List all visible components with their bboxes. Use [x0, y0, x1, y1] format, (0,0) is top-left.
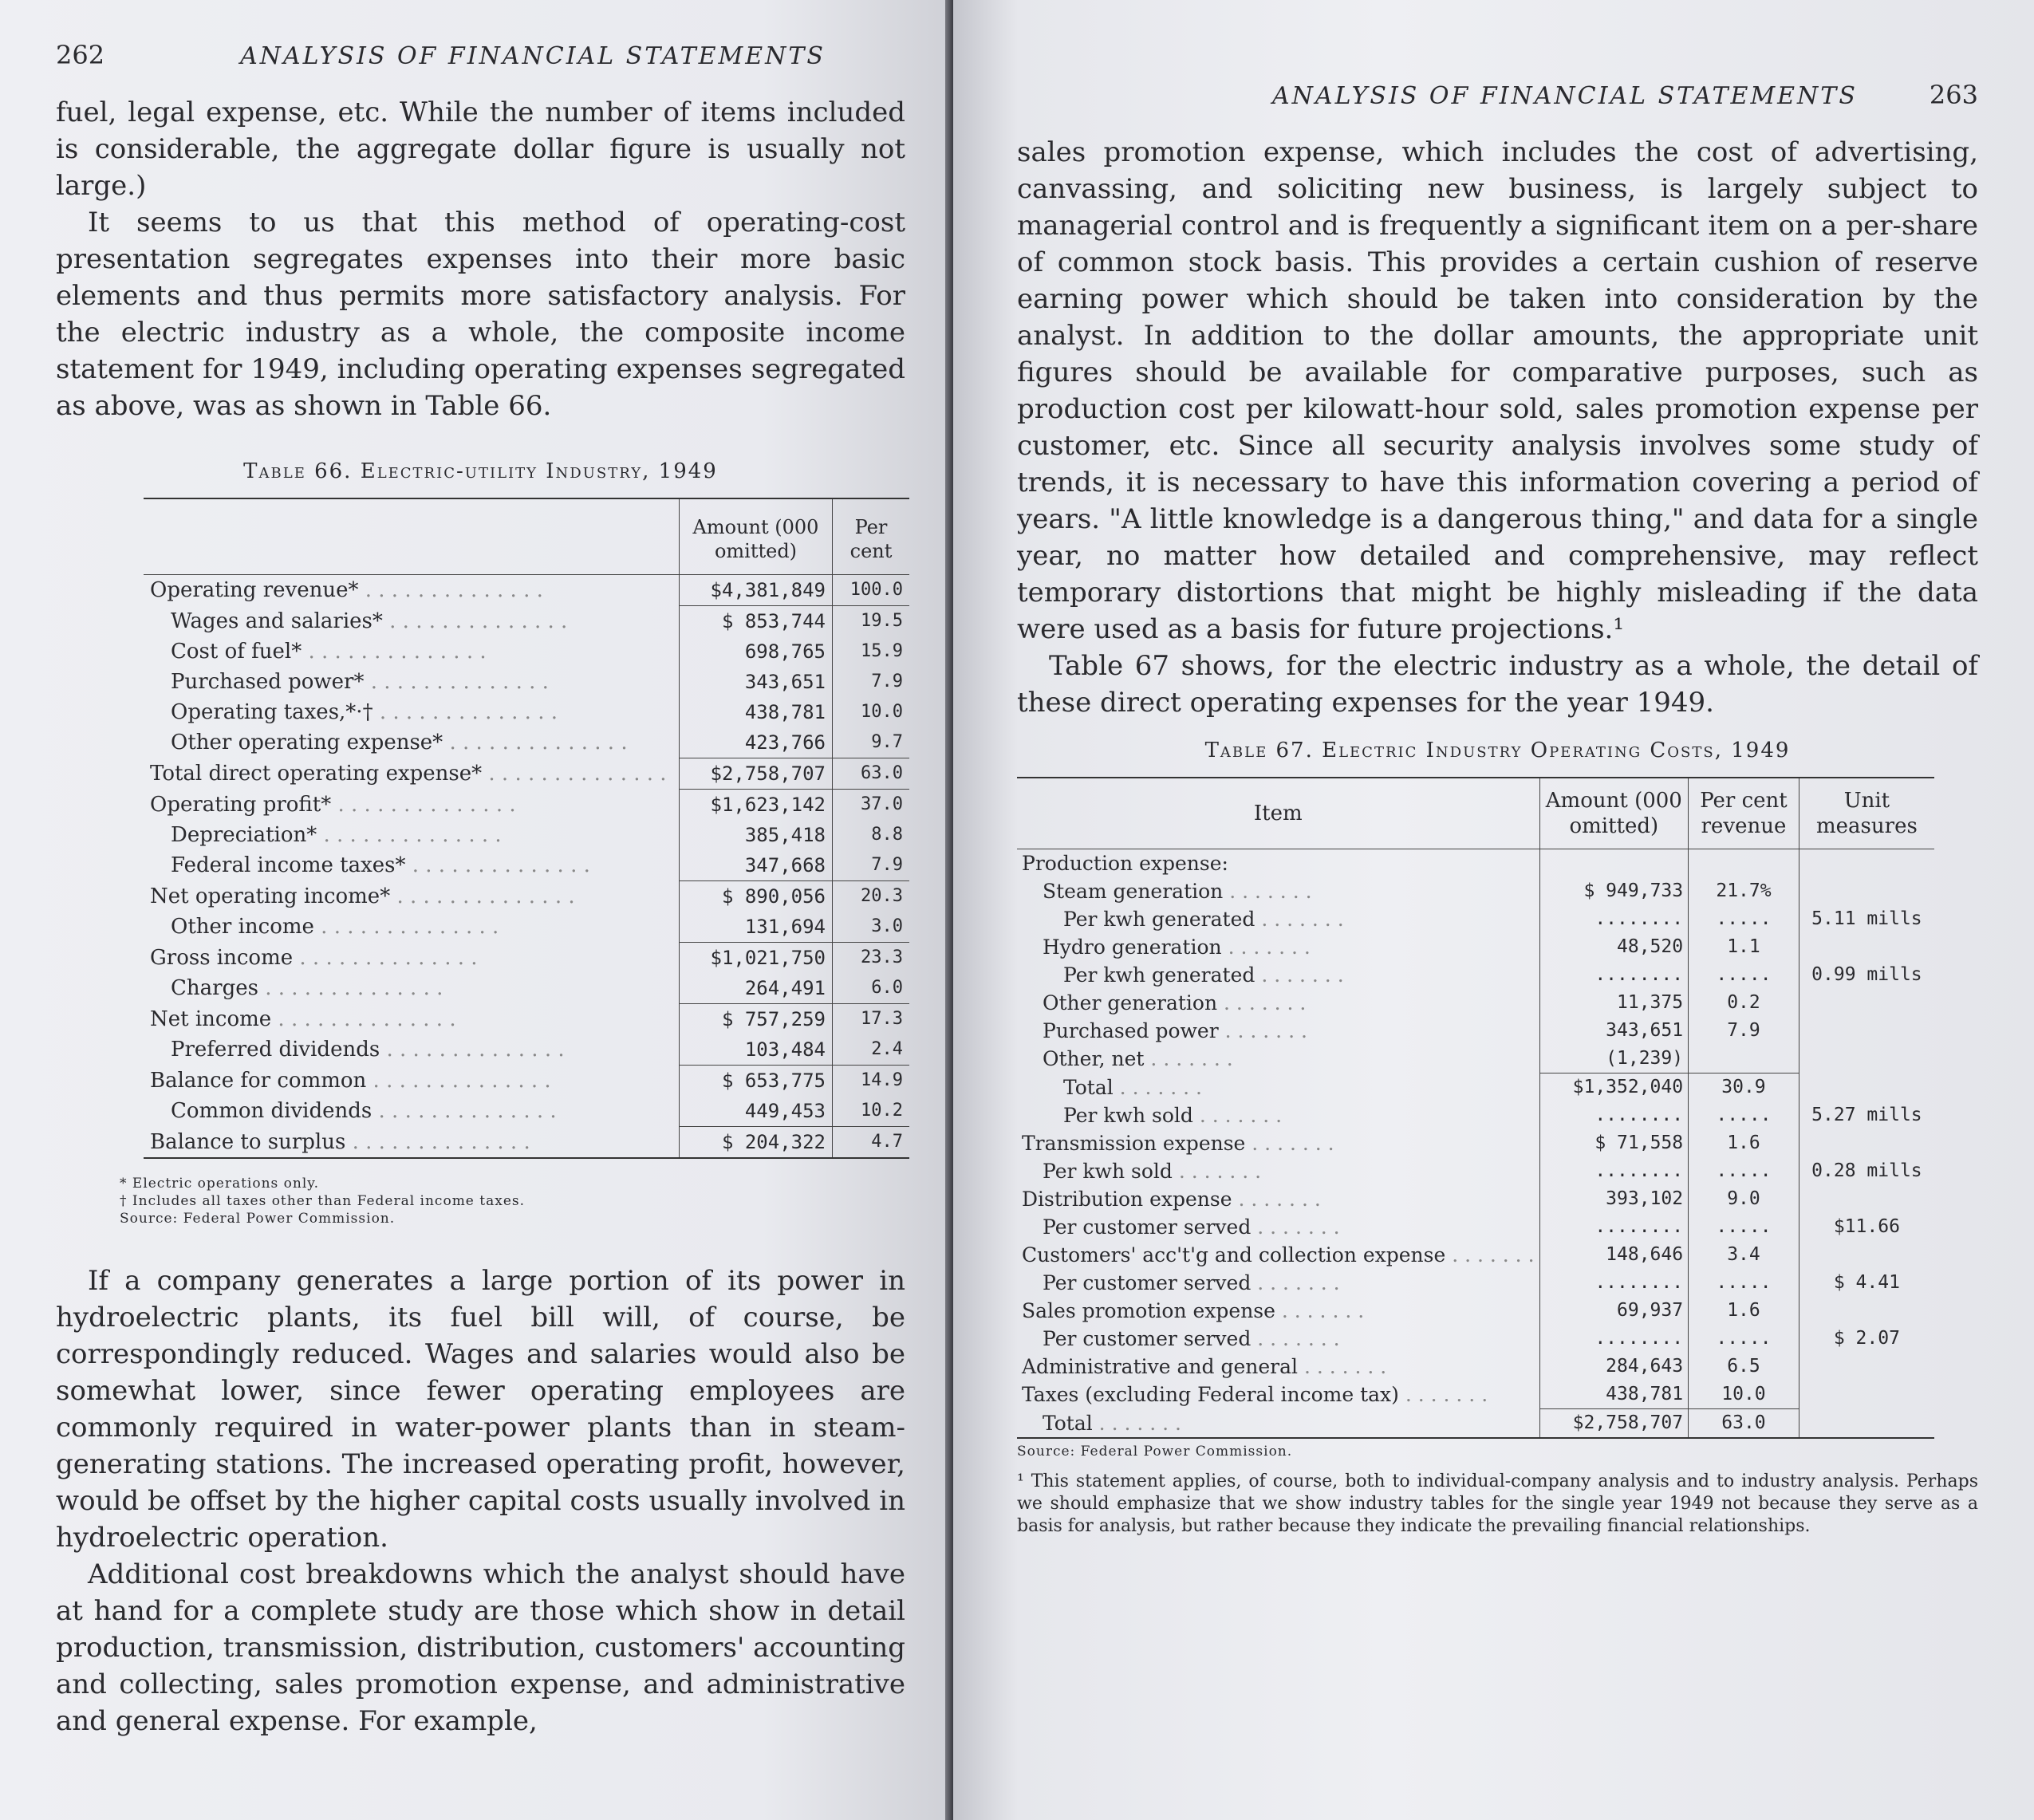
percent-cell: 3.4	[1689, 1241, 1799, 1269]
row-label	[144, 1034, 680, 1066]
percent-cell: 1.6	[1689, 1297, 1799, 1325]
percent-cell: 1.1	[1689, 933, 1799, 961]
amount-cell: 438,781	[1539, 1381, 1689, 1409]
amount-cell: ........	[1539, 1325, 1689, 1353]
percent-cell: 7.9	[833, 850, 910, 881]
amount-cell: ........	[1539, 905, 1689, 933]
amount-cell: $1,352,040	[1539, 1073, 1689, 1102]
row-label	[1017, 1269, 1539, 1297]
unit-cell	[1799, 1185, 1934, 1213]
row-label	[144, 912, 680, 943]
row-label	[144, 575, 680, 606]
amount-cell: 69,937	[1539, 1297, 1689, 1325]
amount-cell: 347,668	[680, 850, 833, 881]
row-label-text: Charges	[171, 976, 258, 1001]
table-row	[1017, 1241, 1934, 1269]
amount-cell: $2,758,707	[1539, 1409, 1689, 1439]
table-66-body	[144, 575, 909, 1159]
amount-cell: 103,484	[680, 1034, 833, 1066]
row-label-text: Net operating income*	[150, 884, 391, 908]
table-row	[1017, 1157, 1934, 1185]
percent-cell	[1689, 849, 1799, 878]
footnote: † Includes all taxes other than Federal income taxes.	[120, 1193, 526, 1209]
row-label-text: Hydro generation	[1043, 936, 1222, 959]
table-66	[144, 498, 909, 1159]
unit-cell	[1799, 1353, 1934, 1381]
row-label-text: Production expense:	[1022, 852, 1228, 875]
row-label	[1017, 1213, 1539, 1241]
amount-cell: $4,381,849	[680, 575, 833, 606]
table-row	[1017, 989, 1934, 1017]
percent-cell: 15.9	[833, 636, 910, 667]
row-label	[144, 850, 680, 881]
row-label	[144, 636, 680, 667]
leader-dots: . . . . . . . . . . . . . .	[258, 976, 443, 1001]
amount-cell: ........	[1539, 961, 1689, 989]
percent-cell: 10.0	[1689, 1381, 1799, 1409]
leader-dots: . . . . . . .	[1232, 1188, 1321, 1211]
leader-dots: . . . . . . . . . . . . . .	[373, 700, 558, 724]
percent-cell: 7.9	[1689, 1017, 1799, 1045]
table-row	[1017, 1409, 1934, 1439]
right-running-header	[1017, 80, 1978, 110]
unit-cell: 5.11 mills	[1799, 905, 1934, 933]
percent-cell: .....	[1689, 1269, 1799, 1297]
column-header-amount: Amount (000 omitted)	[1539, 778, 1689, 849]
table-row	[1017, 1381, 1934, 1409]
row-label-text: Purchased power	[1043, 1019, 1219, 1042]
amount-cell: $2,758,707	[680, 758, 833, 790]
leader-dots: . . . . . . .	[1445, 1243, 1535, 1267]
amount-cell: ........	[1539, 1157, 1689, 1185]
percent-cell: 19.5	[833, 606, 910, 637]
table-row	[1017, 1129, 1934, 1157]
footnote: ¹ This statement applies, of course, both to individual-company analysis and to industry analysis. Perhaps we should emphasize that we show industry tables for the single year 1949 not because they serve as a basis for analysis, but rather because they indicate the prevailing financial relationships.	[1017, 1471, 1978, 1536]
leader-dots: . . . . . . .	[1251, 1327, 1340, 1350]
unit-cell	[1799, 1297, 1934, 1325]
percent-cell: 9.7	[833, 727, 910, 758]
table-row	[144, 636, 909, 667]
percent-cell: 37.0	[833, 790, 910, 821]
row-label-text: Per customer served	[1043, 1271, 1252, 1294]
table-row	[1017, 1101, 1934, 1129]
percent-cell: 4.7	[833, 1127, 910, 1159]
table-row	[1017, 1213, 1934, 1241]
leader-dots: . . . . . . . . . . . . . .	[372, 1099, 557, 1124]
unit-cell: $11.66	[1799, 1213, 1934, 1241]
row-label	[1017, 1241, 1539, 1269]
percent-cell: 21.7%	[1689, 877, 1799, 905]
row-label-text: Cost of fuel*	[171, 640, 302, 664]
row-label-text: Depreciation*	[171, 823, 317, 847]
row-label-text: Total direct operating expense*	[150, 762, 483, 786]
percent-cell: 10.0	[833, 697, 910, 727]
row-label	[144, 667, 680, 697]
amount-cell: 698,765	[680, 636, 833, 667]
row-label-text: Purchased power*	[171, 670, 365, 694]
table-67-body	[1017, 849, 1934, 1439]
source-note: Source: Federal Power Commission.	[120, 1211, 396, 1227]
table-row	[1017, 1185, 1934, 1213]
row-label	[144, 881, 680, 912]
right-page	[953, 0, 2034, 1820]
percent-cell: .....	[1689, 1325, 1799, 1353]
row-label	[1017, 1129, 1539, 1157]
running-head: ANALYSIS OF FINANCIAL STATEMENTS	[240, 42, 826, 70]
paragraph: Additional cost breakdowns which the analyst should have at hand for a complete study are those which show in detail production, transmission, distribution, customers' accounting and collecting, sales promotion expense, and administrative and general expense. For example,	[56, 1558, 905, 1737]
leader-dots: . . . . . . . . . . . . . .	[271, 1007, 456, 1031]
leader-dots: . . . . . . . . . . . . . .	[293, 945, 478, 970]
row-label-text: Distribution expense	[1022, 1188, 1232, 1211]
table-row	[144, 667, 909, 697]
percent-cell: 10.2	[833, 1096, 910, 1127]
column-header-amount: Amount (000 omitted)	[680, 498, 833, 575]
row-label	[144, 1004, 680, 1035]
row-label	[144, 758, 680, 790]
leader-dots: . . . . . . . . . . . . . .	[331, 792, 516, 817]
table-row	[144, 881, 909, 912]
percent-cell	[1689, 1045, 1799, 1073]
unit-cell	[1799, 1017, 1934, 1045]
table-row	[144, 1034, 909, 1066]
paragraph: Table 67 shows, for the electric industry as a whole, the detail of these direct operating expenses for the year 1949.	[1017, 650, 1978, 719]
row-label	[1017, 1101, 1539, 1129]
row-label-text: Per kwh sold	[1063, 1104, 1193, 1127]
table-row	[144, 790, 909, 821]
row-label-text: Administrative and general	[1022, 1355, 1298, 1378]
row-label	[144, 1096, 680, 1127]
percent-cell: 6.0	[833, 973, 910, 1004]
amount-cell: $ 949,733	[1539, 877, 1689, 905]
amount-cell: 423,766	[680, 727, 833, 758]
unit-cell: $ 4.41	[1799, 1269, 1934, 1297]
row-label-text: Operating taxes,*·†	[171, 700, 373, 724]
table-row	[1017, 1353, 1934, 1381]
page-number: 263	[1929, 80, 1978, 110]
table-row	[144, 850, 909, 881]
row-label	[144, 943, 680, 974]
page-number: 262	[56, 40, 105, 70]
table-row	[144, 758, 909, 790]
leader-dots: . . . . . . . . . . . . . .	[382, 609, 568, 633]
amount-cell: 438,781	[680, 697, 833, 727]
amount-cell: 264,491	[680, 973, 833, 1004]
row-label-text: Common dividends	[171, 1099, 373, 1124]
unit-cell	[1799, 1381, 1934, 1409]
percent-cell: 14.9	[833, 1066, 910, 1097]
unit-cell	[1799, 1073, 1934, 1102]
unit-cell: $ 2.07	[1799, 1325, 1934, 1353]
amount-cell: $ 71,558	[1539, 1129, 1689, 1157]
unit-cell	[1799, 989, 1934, 1017]
unit-cell: 0.28 mills	[1799, 1157, 1934, 1185]
row-label	[1017, 877, 1539, 905]
leader-dots: . . . . . . . . . . . . . .	[345, 1129, 530, 1154]
table-row	[1017, 1045, 1934, 1073]
row-label	[1017, 1381, 1539, 1409]
percent-cell: 63.0	[1689, 1409, 1799, 1439]
table-row	[1017, 1297, 1934, 1325]
leader-dots: . . . . . . .	[1298, 1355, 1387, 1378]
table-66-notes	[120, 1175, 905, 1227]
row-label-text: Net income	[150, 1007, 272, 1031]
leader-dots: . . . . . . . . . . . . . .	[380, 1038, 565, 1062]
table-row	[144, 1004, 909, 1035]
percent-cell: .....	[1689, 1213, 1799, 1241]
table-row	[1017, 1073, 1934, 1102]
amount-cell: $ 890,056	[680, 881, 833, 912]
row-label	[144, 727, 680, 758]
percent-cell: 20.3	[833, 881, 910, 912]
row-label	[1017, 961, 1539, 989]
leader-dots: . . . . . . .	[1245, 1132, 1334, 1155]
row-label	[1017, 1185, 1539, 1213]
leader-dots: . . . . . . .	[1275, 1299, 1365, 1322]
row-label	[144, 790, 680, 821]
row-label	[1017, 1353, 1539, 1381]
amount-cell: 449,453	[680, 1096, 833, 1127]
percent-cell: .....	[1689, 1157, 1799, 1185]
table-row	[144, 575, 909, 606]
amount-cell: $1,623,142	[680, 790, 833, 821]
row-label-text: Customers' acc't'g and collection expense	[1022, 1243, 1446, 1267]
amount-cell: $1,021,750	[680, 943, 833, 974]
unit-cell	[1799, 933, 1934, 961]
table-67	[1017, 777, 1934, 1439]
row-label-text: Preferred dividends	[171, 1038, 380, 1062]
percent-cell: 8.8	[833, 820, 910, 850]
row-label-text: Taxes (excluding Federal income tax)	[1022, 1383, 1399, 1407]
unit-cell	[1799, 877, 1934, 905]
leader-dots: . . . . . . .	[1251, 1215, 1340, 1239]
percent-cell: 7.9	[833, 667, 910, 697]
leader-dots: . . . . . . . . . . . . . .	[366, 1068, 551, 1093]
unit-cell	[1799, 1409, 1934, 1439]
percent-cell: .....	[1689, 1101, 1799, 1129]
row-label	[144, 606, 680, 637]
table-row	[144, 973, 909, 1004]
table-row	[1017, 877, 1934, 905]
source-note: Source: Federal Power Commission.	[1017, 1444, 1293, 1460]
row-label	[1017, 989, 1539, 1017]
amount-cell: ........	[1539, 1101, 1689, 1129]
table-row	[1017, 933, 1934, 961]
row-label-text: Per kwh sold	[1043, 1160, 1173, 1183]
leader-dots: . . . . . . . . . . . . . .	[443, 731, 628, 755]
amount-cell: 148,646	[1539, 1241, 1689, 1269]
leader-dots: . . . . . . .	[1221, 936, 1311, 959]
row-label-text: Steam generation	[1043, 880, 1224, 903]
table-row	[1017, 961, 1934, 989]
amount-cell: 284,643	[1539, 1353, 1689, 1381]
column-header-unit: Unit measures	[1799, 778, 1934, 849]
row-label	[144, 1127, 680, 1159]
paragraph: fuel, legal expense, etc. While the number of items included is considerable, the aggregate dollar figure is usually not large.)	[56, 97, 905, 202]
leader-dots: . . . . . . .	[1398, 1383, 1488, 1407]
table-row	[144, 697, 909, 727]
unit-cell	[1799, 1241, 1934, 1269]
percent-cell: 100.0	[833, 575, 910, 606]
row-label-text: Per customer served	[1043, 1327, 1252, 1350]
leader-dots: . . . . . . .	[1192, 1104, 1283, 1127]
percent-cell: 3.0	[833, 912, 910, 943]
percent-cell: 63.0	[833, 758, 910, 790]
percent-cell: 1.6	[1689, 1129, 1799, 1157]
row-label-text: Other, net	[1043, 1047, 1145, 1071]
paragraph: It seems to us that this method of operating-cost presentation segregates expenses into their more basic elements and thus permits more satisfactory analysis. For the electric industry as a whole, the composite income statement for 1949, including operating expenses segregated as above, was as shown in Table 66.	[56, 207, 905, 422]
left-page	[0, 0, 953, 1820]
table-row	[144, 820, 909, 850]
table-row	[144, 1066, 909, 1097]
row-label	[1017, 1045, 1539, 1073]
percent-cell: 30.9	[1689, 1073, 1799, 1102]
table-row	[144, 1127, 909, 1159]
amount-cell: 343,651	[680, 667, 833, 697]
row-label	[1017, 933, 1539, 961]
amount-cell: $ 853,744	[680, 606, 833, 637]
table-row	[1017, 849, 1934, 878]
row-label-text: Per kwh generated	[1063, 963, 1255, 987]
row-label-text: Wages and salaries*	[171, 609, 383, 633]
row-label	[1017, 1409, 1539, 1439]
row-label	[1017, 849, 1539, 878]
amount-cell: 343,651	[1539, 1017, 1689, 1045]
row-label-text: Operating revenue*	[150, 578, 359, 603]
amount-cell: $ 653,775	[680, 1066, 833, 1097]
leader-dots: . . . . . . .	[1092, 1411, 1181, 1435]
amount-cell: 385,418	[680, 820, 833, 850]
column-header-item: Item	[1017, 778, 1539, 849]
amount-cell: $ 204,322	[680, 1127, 833, 1159]
amount-cell: ........	[1539, 1269, 1689, 1297]
row-label	[1017, 905, 1539, 933]
percent-cell: 17.3	[833, 1004, 910, 1035]
row-label-text: Other generation	[1043, 991, 1218, 1014]
leader-dots: . . . . . . . . . . . . . .	[390, 884, 575, 908]
table-row	[1017, 1269, 1934, 1297]
row-label-text: Balance to surplus	[150, 1129, 346, 1154]
leader-dots: . . . . . . . . . . . . . .	[358, 578, 543, 603]
table-row	[1017, 1325, 1934, 1353]
unit-cell: 0.99 mills	[1799, 961, 1934, 989]
leader-dots: . . . . . . .	[1144, 1047, 1233, 1071]
leader-dots: . . . . . . . . . . . . . .	[317, 823, 502, 847]
footnote: * Electric operations only.	[120, 1176, 320, 1192]
amount-cell: 11,375	[1539, 989, 1689, 1017]
leader-dots: . . . . . . .	[1251, 1271, 1340, 1294]
percent-cell: 2.4	[833, 1034, 910, 1066]
row-label-text: Gross income	[150, 945, 294, 970]
row-label	[1017, 1325, 1539, 1353]
row-label-text: Per customer served	[1043, 1215, 1252, 1239]
row-label	[1017, 1157, 1539, 1185]
row-label	[144, 697, 680, 727]
table-row	[1017, 905, 1934, 933]
leader-dots: . . . . . . . . . . . . . .	[302, 640, 487, 664]
row-label-text: Other income	[171, 915, 314, 940]
leader-dots: . . . . . . .	[1223, 880, 1312, 903]
leader-dots: . . . . . . .	[1218, 1019, 1307, 1042]
row-label-text: Total	[1063, 1075, 1114, 1099]
table-header-blank	[144, 498, 680, 575]
row-label	[144, 1066, 680, 1097]
percent-cell: 9.0	[1689, 1185, 1799, 1213]
percent-cell: .....	[1689, 961, 1799, 989]
row-label-text: Per kwh generated	[1063, 908, 1255, 931]
row-label-text: Transmission expense	[1022, 1132, 1246, 1155]
row-label-text: Total	[1043, 1411, 1093, 1435]
percent-cell: 23.3	[833, 943, 910, 974]
leader-dots: . . . . . . . . . . . . . .	[482, 762, 667, 786]
percent-cell: 6.5	[1689, 1353, 1799, 1381]
table-row	[144, 943, 909, 974]
amount-cell: ........	[1539, 1213, 1689, 1241]
leader-dots: . . . . . . .	[1172, 1160, 1262, 1183]
leader-dots: . . . . . . .	[1255, 963, 1344, 987]
paragraph: If a company generates a large portion of its power in hydroelectric plants, its fuel bill will, of course, be correspondingly reduced. Wages and salaries would also be somewhat lower, since fewer operating employees are commonly required in water-power plants than in steam-generating stations. The increased operating profit, however, would be offset by the higher capital costs usually involved in hydroelectric operation.	[56, 1265, 905, 1554]
row-label-text: Balance for common	[150, 1068, 367, 1093]
amount-cell: 393,102	[1539, 1185, 1689, 1213]
unit-cell	[1799, 1045, 1934, 1073]
table-66-caption: Table 66. Electric-utility Industry, 1949	[243, 459, 718, 483]
leader-dots: . . . . . . .	[1113, 1075, 1202, 1099]
amount-cell: (1,239)	[1539, 1045, 1689, 1073]
table-row	[1017, 1017, 1934, 1045]
unit-cell: 5.27 mills	[1799, 1101, 1934, 1129]
row-label-text: Operating profit*	[150, 792, 332, 817]
table-row	[144, 727, 909, 758]
amount-cell	[1539, 849, 1689, 878]
percent-cell: .....	[1689, 905, 1799, 933]
row-label-text: Federal income taxes*	[171, 853, 406, 878]
row-label-text: Other operating expense*	[171, 731, 443, 755]
row-label	[1017, 1297, 1539, 1325]
row-label-text: Sales promotion expense	[1022, 1299, 1275, 1322]
row-label	[1017, 1017, 1539, 1045]
percent-cell: 0.2	[1689, 989, 1799, 1017]
leader-dots: . . . . . . .	[1217, 991, 1307, 1014]
running-head: ANALYSIS OF FINANCIAL STATEMENTS	[1272, 82, 1858, 110]
column-header-percent: Per cent	[833, 498, 910, 575]
leader-dots: . . . . . . . . . . . . . .	[364, 670, 549, 694]
leader-dots: . . . . . . . . . . . . . .	[313, 915, 499, 940]
column-header-percent: Per cent revenue	[1689, 778, 1799, 849]
unit-cell	[1799, 1129, 1934, 1157]
table-row	[144, 606, 909, 637]
table-row	[144, 912, 909, 943]
unit-cell	[1799, 849, 1934, 878]
paragraph: sales promotion expense, which includes the cost of advertising, canvassing, and soliciting new business, is largely subject to managerial control and is frequently a significant item on a per-share of common stock basis. This provides a certain cushion of reserve earning power which should be taken into consideration by the analyst. In addition to the dollar amounts, the appropriate unit figures should be available for comparative purposes, such as production cost per kilowatt-hour sold, sales promotion expense per customer, etc. Since all security analysis involves some study of trends, it is necessary to have this information covering a period of years. "A little knowledge is a dangerous thing," and data for a single year, no matter how detailed and comprehensive, may reflect temporary distortions that might be highly misleading if the data were used as a basis for future projections.¹	[1017, 136, 1978, 645]
leader-dots: . . . . . . .	[1255, 908, 1344, 931]
row-label	[1017, 1073, 1539, 1102]
amount-cell: 131,694	[680, 912, 833, 943]
left-running-header	[56, 40, 905, 70]
table-67-caption: Table 67. Electric Industry Operating Costs, 1949	[1204, 739, 1791, 762]
leader-dots: . . . . . . . . . . . . . .	[405, 853, 590, 878]
row-label	[144, 973, 680, 1004]
amount-cell: 48,520	[1539, 933, 1689, 961]
table-row	[144, 1096, 909, 1127]
amount-cell: $ 757,259	[680, 1004, 833, 1035]
row-label	[144, 820, 680, 850]
